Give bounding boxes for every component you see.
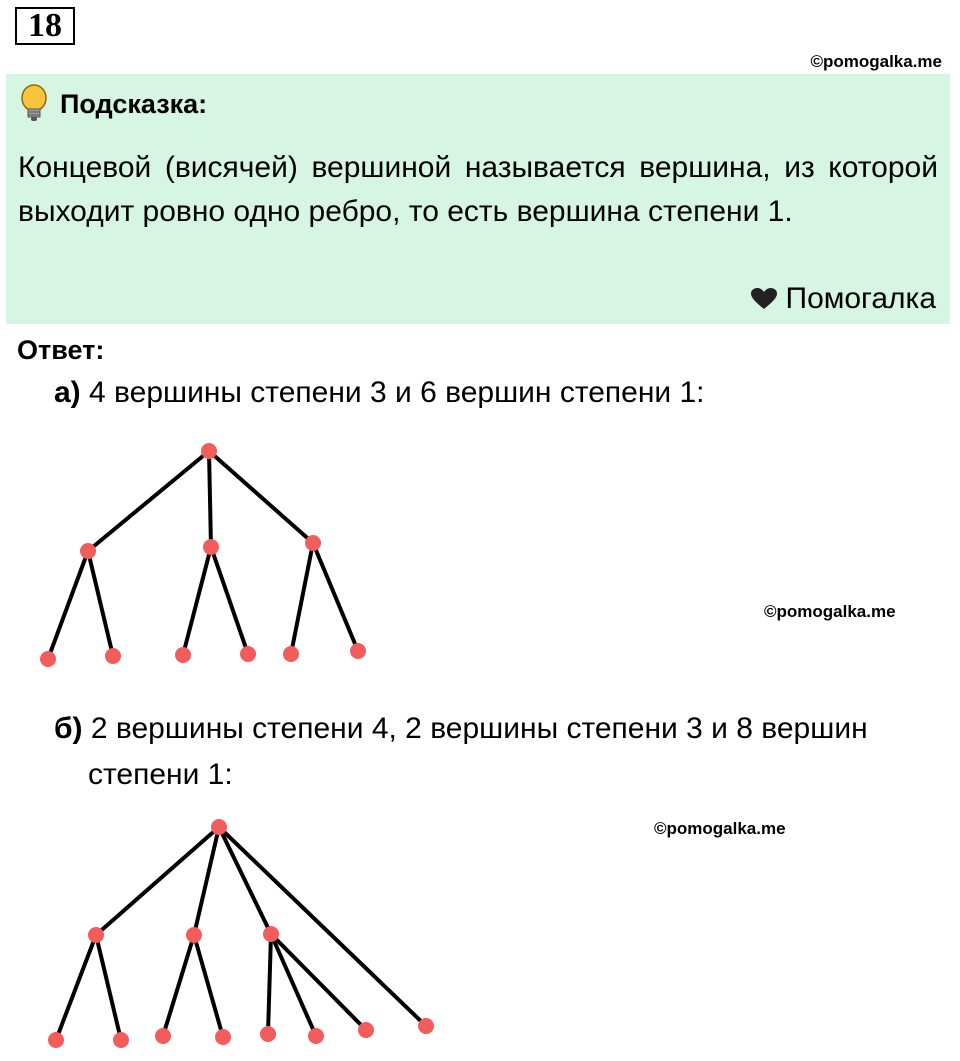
watermark-middle: ©pomogalka.me	[764, 602, 896, 621]
vertex	[283, 646, 299, 662]
edge	[271, 934, 366, 1030]
edge	[163, 935, 194, 1036]
hint-box	[6, 74, 950, 324]
edge	[96, 827, 219, 935]
vertex	[40, 651, 56, 667]
item-b-text-line2: степени 1:	[88, 758, 233, 791]
vertex	[305, 535, 321, 551]
edge	[88, 551, 113, 656]
vertex	[105, 648, 121, 664]
task-number: 18	[15, 7, 75, 45]
edge	[268, 934, 271, 1034]
answer-item-a	[54, 376, 705, 410]
answer-label: Ответ:	[17, 335, 105, 365]
edge	[183, 547, 211, 655]
graph-b	[0, 810, 960, 1060]
heart-icon	[750, 287, 778, 311]
vertex	[418, 1018, 434, 1034]
vertex	[48, 1032, 64, 1048]
answer-item-b	[54, 706, 868, 798]
vertex	[308, 1028, 324, 1044]
graph-a	[0, 430, 960, 670]
edge	[209, 451, 313, 543]
hint-header	[18, 84, 938, 124]
item-a-label: а)	[54, 376, 81, 409]
vertex	[215, 1029, 231, 1045]
item-b-text-line1: 2 вершины степени 4, 2 вершины степени 3 и 8 вершин	[90, 712, 868, 745]
hint-text: Концевой (висячей) вершиной называется вершина, из которой выходит ровно одно ребро, то есть вершина степени 1.	[18, 151, 938, 228]
edge	[219, 827, 271, 934]
signature-text: Помогалка	[785, 282, 936, 315]
edge	[88, 451, 209, 551]
edge	[313, 543, 358, 651]
vertex	[186, 927, 202, 943]
vertex	[155, 1028, 171, 1044]
vertex	[263, 926, 279, 942]
vertex	[203, 539, 219, 555]
edge	[219, 827, 426, 1026]
watermark-bottom: ©pomogalka.me	[654, 819, 786, 838]
vertex	[358, 1022, 374, 1038]
edge	[96, 935, 121, 1040]
vertex	[201, 443, 217, 459]
item-a-text: 4 вершины степени 3 и 6 вершин степени 1:	[89, 376, 705, 409]
vertex	[350, 643, 366, 659]
vertex	[240, 646, 256, 662]
vertex	[113, 1032, 129, 1048]
edge	[209, 451, 211, 547]
vertex	[80, 543, 96, 559]
edge	[271, 934, 316, 1036]
edge	[48, 551, 88, 659]
vertex	[88, 927, 104, 943]
edge	[56, 935, 96, 1040]
vertex	[211, 819, 227, 835]
edge	[194, 935, 223, 1037]
vertex	[260, 1026, 276, 1042]
lightbulb-icon	[18, 84, 50, 124]
item-b-label: б)	[54, 712, 83, 745]
edge	[291, 543, 313, 654]
vertex	[175, 647, 191, 663]
watermark-top: ©pomogalka.me	[810, 52, 942, 71]
hint-signature	[750, 282, 937, 316]
edge	[211, 547, 248, 654]
hint-title: Подсказка:	[60, 88, 208, 119]
